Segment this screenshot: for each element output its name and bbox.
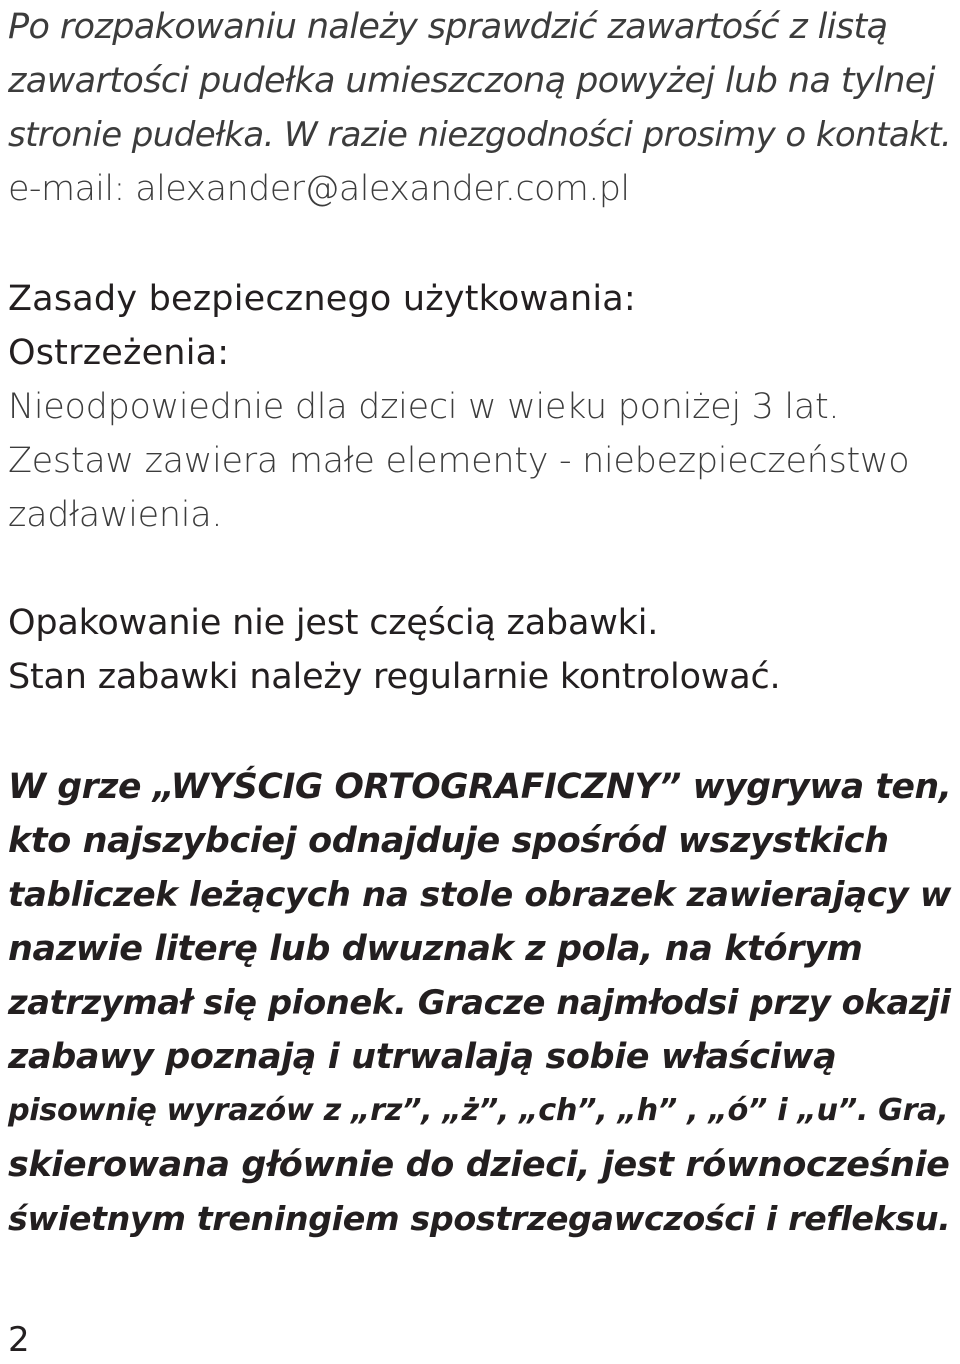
game-description-paragraph	[8, 760, 952, 1246]
intro-paragraph	[8, 0, 952, 216]
game-description-line: tabliczek leżących na stole obrazek zawierający w	[8, 875, 951, 915]
packaging-line: Opakowanie nie jest częścią zabawki.	[8, 603, 659, 643]
warning-line: Nieodpowiednie dla dzieci w wieku poniżej 3 lat.	[8, 387, 840, 427]
warnings-paragraph	[8, 380, 952, 542]
safety-heading-title: Zasady bezpiecznego użytkowania:	[8, 279, 636, 319]
warning-line: zadławienia.	[8, 495, 223, 535]
manual-page	[8, 0, 952, 1246]
game-description-line: zabawy poznają i utrwalają sobie właściwą	[8, 1037, 837, 1077]
warnings-heading: Ostrzeżenia:	[8, 333, 230, 373]
game-description-line: pisownię wyrazów z „rz”, „ż”, „ch”, „h” , „ó” i „u”. Gra,	[8, 1093, 949, 1128]
intro-line: zawartości pudełka umieszczoną powyżej lub na tylnej	[8, 61, 935, 101]
warning-line: Zestaw zawiera małe elementy - niebezpieczeństwo	[8, 441, 910, 481]
intro-line: stronie pudełka. W razie niezgodności prosimy o kontakt.	[8, 115, 952, 155]
safety-heading	[8, 272, 952, 380]
packaging-paragraph	[8, 596, 952, 704]
contact-email: e-mail: alexander@alexander.com.pl	[8, 169, 630, 209]
game-description-line: kto najszybciej odnajduje spośród wszystkich	[8, 821, 889, 861]
game-description-line: W grze „WYŚCIG ORTOGRAFICZNY” wygrywa ten,	[8, 767, 952, 807]
game-description-line: świetnym treningiem spostrzegawczości i refleksu.	[8, 1199, 951, 1238]
packaging-line: Stan zabawki należy regularnie kontrolować.	[8, 657, 781, 697]
page-number: 2	[8, 1320, 30, 1360]
game-description-line: skierowana głównie do dzieci, jest równocześnie	[8, 1145, 950, 1185]
game-description-line: zatrzymał się pionek. Gracze najmłodsi przy okazji	[8, 983, 951, 1022]
intro-line: Po rozpakowaniu należy sprawdzić zawartość z listą	[8, 7, 888, 47]
game-description-line: nazwie literę lub dwuznak z pola, na którym	[8, 929, 863, 969]
